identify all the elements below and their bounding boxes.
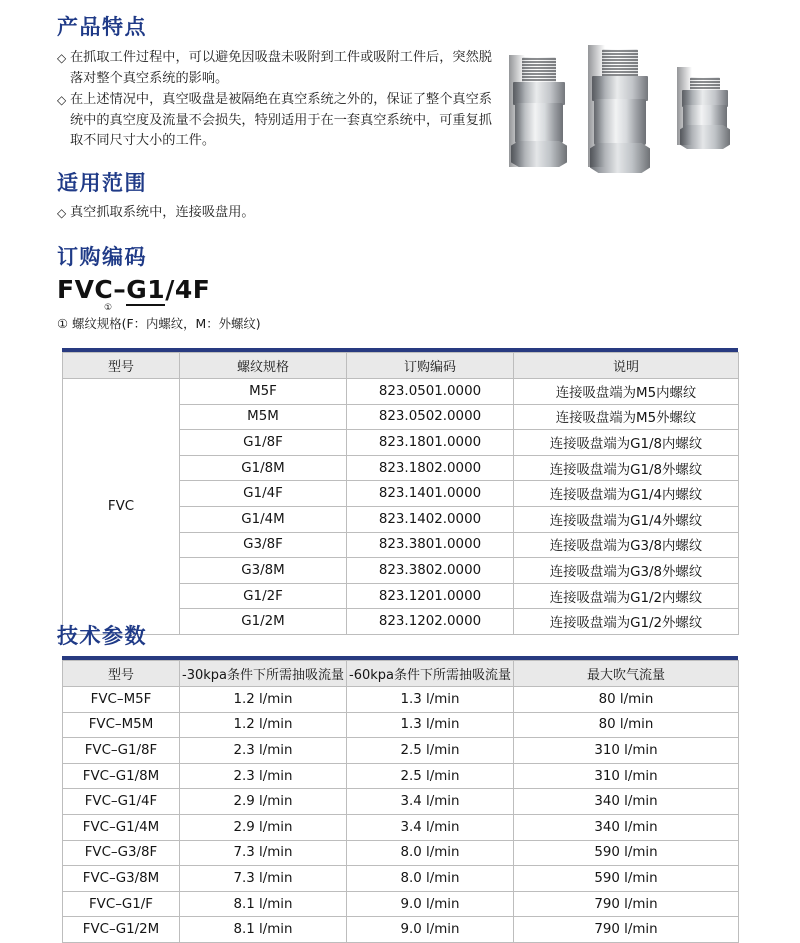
model-cell: FVC–G1/4M: [63, 814, 180, 840]
code-cell: 823.0501.0000: [347, 379, 514, 405]
flow60-cell: 3.4 l/min: [347, 789, 514, 815]
ordering-table-container: [62, 348, 738, 635]
model-cell: FVC–G3/8M: [63, 866, 180, 892]
flow60-cell: 8.0 l/min: [347, 866, 514, 892]
table-header-row: [63, 661, 739, 687]
thread-cell: G1/2M: [180, 609, 347, 635]
diamond-bullet-icon: ◇: [57, 51, 67, 65]
desc-cell: 连接吸盘端为G3/8内螺纹: [514, 532, 739, 558]
code-cell: 823.1201.0000: [347, 583, 514, 609]
thread-cell: G1/2F: [180, 583, 347, 609]
flow60-cell: 1.3 l/min: [347, 712, 514, 738]
flow30-cell: 1.2 l/min: [180, 712, 347, 738]
blow-cell: 80 l/min: [514, 712, 739, 738]
hex-nut: [590, 143, 650, 173]
flow30-cell: 1.2 l/min: [180, 687, 347, 713]
ordering-footnote: ① 螺纹规格(F：内螺纹，M：外螺纹): [57, 316, 261, 332]
flow30-cell: 8.1 l/min: [180, 917, 347, 943]
code-prefix: FVC–: [57, 275, 127, 304]
desc-cell: 连接吸盘端为G1/2外螺纹: [514, 609, 739, 635]
code-cell: 823.3801.0000: [347, 532, 514, 558]
list-item: [57, 90, 500, 152]
spec-table-container: [62, 656, 738, 943]
code-cell: 823.1802.0000: [347, 455, 514, 481]
column-header-model: 型号: [63, 353, 180, 379]
flow30-cell: 2.3 l/min: [180, 738, 347, 764]
blow-cell: 310 l/min: [514, 763, 739, 789]
specs-heading: 技术参数: [57, 624, 147, 648]
blow-cell: 80 l/min: [514, 687, 739, 713]
thread-cell: M5F: [180, 379, 347, 405]
model-cell: FVC–G1/8F: [63, 738, 180, 764]
flow60-cell: 3.4 l/min: [347, 814, 514, 840]
diamond-bullet-icon: ◇: [57, 93, 67, 107]
desc-cell: 连接吸盘端为G1/4内螺纹: [514, 481, 739, 507]
model-cell: FVC–G1/4F: [63, 789, 180, 815]
column-header-flow-60kpa: -60kpa条件下所需抽吸流量: [347, 661, 514, 687]
desc-cell: 连接吸盘端为G1/8内螺纹: [514, 430, 739, 456]
features-heading: 产品特点: [57, 15, 147, 39]
flow30-cell: 2.3 l/min: [180, 763, 347, 789]
model-cell: FVC–M5F: [63, 687, 180, 713]
column-header-thread: 螺纹规格: [180, 353, 347, 379]
code-cell: 823.1202.0000: [347, 609, 514, 635]
blow-cell: 790 l/min: [514, 917, 739, 943]
spec-table: [62, 660, 739, 943]
feature-text: 在上述情况中，真空吸盘是被隔绝在真空系统之外的，保证了整个真空系统中的真空度及流量不会损失，特别适用于在一套真空系统中，可重复抓取不同尺寸大小的工件。: [70, 92, 492, 148]
model-merged-cell: FVC: [63, 379, 180, 635]
flow30-cell: 2.9 l/min: [180, 814, 347, 840]
table-header-row: [63, 353, 739, 379]
table-row: [63, 379, 739, 405]
column-header-model: 型号: [63, 661, 180, 687]
fitting-small-right: [677, 67, 733, 145]
thread-cell: G3/8F: [180, 532, 347, 558]
scope-list: [57, 203, 500, 225]
desc-cell: 连接吸盘端为G3/8外螺纹: [514, 558, 739, 584]
code-cell: 823.1401.0000: [347, 481, 514, 507]
thread-cell: G1/8M: [180, 455, 347, 481]
blow-cell: 340 l/min: [514, 789, 739, 815]
code-marked-segment: G1: [126, 275, 166, 304]
table-row: [63, 712, 739, 738]
model-cell: FVC–G1/2M: [63, 917, 180, 943]
fitting-large-left: [509, 55, 569, 167]
code-cell: 823.0502.0000: [347, 404, 514, 430]
table-row: [63, 840, 739, 866]
table-row: [63, 917, 739, 943]
table-row: [63, 814, 739, 840]
code-note-marker: ①: [104, 303, 113, 314]
desc-cell: 连接吸盘端为G1/4外螺纹: [514, 506, 739, 532]
desc-cell: 连接吸盘端为M5外螺纹: [514, 404, 739, 430]
thread-cell: G3/8M: [180, 558, 347, 584]
code-cell: 823.1801.0000: [347, 430, 514, 456]
flow30-cell: 2.9 l/min: [180, 789, 347, 815]
code-cell: 823.3802.0000: [347, 558, 514, 584]
blow-cell: 310 l/min: [514, 738, 739, 764]
code-suffix: /4F: [165, 275, 211, 304]
flow60-cell: 1.3 l/min: [347, 687, 514, 713]
list-item: [57, 203, 500, 224]
list-item: [57, 48, 500, 89]
ordering-heading: 订购编码: [57, 245, 147, 269]
hex-nut: [511, 141, 567, 167]
blow-cell: 590 l/min: [514, 866, 739, 892]
thread-icon: [602, 49, 638, 79]
hex-nut: [680, 125, 730, 149]
scope-heading: 适用范围: [57, 171, 147, 195]
table-row: [63, 687, 739, 713]
fitting-large-center: [588, 45, 652, 167]
feature-text: 在抓取工件过程中，可以避免因吸盘未吸附到工件或吸附工件后，突然脱落对整个真空系统的影响。: [70, 50, 492, 86]
table-row: [63, 866, 739, 892]
flow60-cell: 2.5 l/min: [347, 738, 514, 764]
column-header-code: 订购编码: [347, 353, 514, 379]
model-cell: FVC–M5M: [63, 712, 180, 738]
desc-cell: 连接吸盘端为G1/2内螺纹: [514, 583, 739, 609]
blow-cell: 340 l/min: [514, 814, 739, 840]
table-row: [63, 763, 739, 789]
column-header-desc: 说明: [514, 353, 739, 379]
flow60-cell: 9.0 l/min: [347, 891, 514, 917]
diamond-bullet-icon: ◇: [57, 206, 67, 220]
model-cell: FVC–G1/F: [63, 891, 180, 917]
column-header-max-blow: 最大吹气流量: [514, 661, 739, 687]
desc-cell: 连接吸盘端为G1/8外螺纹: [514, 455, 739, 481]
blow-cell: 590 l/min: [514, 840, 739, 866]
product-photo: [495, 42, 785, 167]
model-cell: FVC–G1/8M: [63, 763, 180, 789]
features-list: [57, 48, 500, 153]
hex-collar: [513, 82, 565, 105]
flow60-cell: 2.5 l/min: [347, 763, 514, 789]
thread-cell: G1/4M: [180, 506, 347, 532]
flow30-cell: 8.1 l/min: [180, 891, 347, 917]
valve-barrel: [515, 103, 563, 143]
blow-cell: 790 l/min: [514, 891, 739, 917]
thread-cell: G1/4F: [180, 481, 347, 507]
model-cell: FVC–G3/8F: [63, 840, 180, 866]
scope-text: 真空抓取系统中，连接吸盘用。: [70, 205, 255, 220]
table-row: [63, 891, 739, 917]
flow60-cell: 9.0 l/min: [347, 917, 514, 943]
flow30-cell: 7.3 l/min: [180, 840, 347, 866]
table-row: [63, 789, 739, 815]
ordering-table: [62, 352, 739, 635]
hex-collar: [592, 76, 648, 101]
code-cell: 823.1402.0000: [347, 506, 514, 532]
thread-cell: M5M: [180, 404, 347, 430]
desc-cell: 连接吸盘端为M5内螺纹: [514, 379, 739, 405]
flow30-cell: 7.3 l/min: [180, 866, 347, 892]
table-row: [63, 738, 739, 764]
thread-icon: [522, 57, 556, 85]
valve-barrel: [594, 99, 646, 145]
flow60-cell: 8.0 l/min: [347, 840, 514, 866]
thread-cell: G1/8F: [180, 430, 347, 456]
column-header-flow-30kpa: -30kpa条件下所需抽吸流量: [180, 661, 347, 687]
ordering-code: [57, 277, 487, 303]
